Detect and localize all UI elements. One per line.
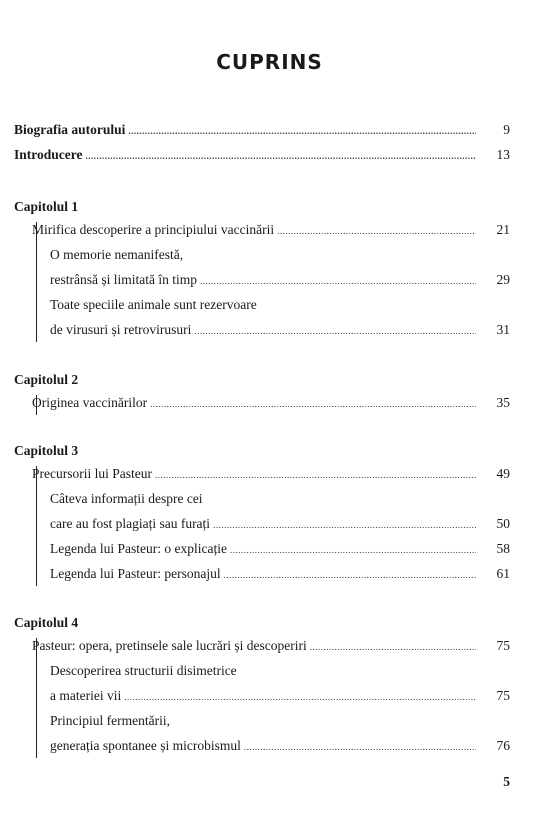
toc-page-number: 13 [496, 147, 510, 162]
chapter-rule-3 [36, 466, 37, 586]
toc-page-number: 35 [496, 395, 510, 410]
toc-entry-biografia[interactable] [14, 122, 479, 139]
chapter-rule-4 [36, 638, 37, 758]
dot-leader [277, 223, 476, 239]
dot-leader [310, 639, 476, 655]
toc-entry-label: Legenda lui Pasteur: personajul [50, 566, 221, 581]
toc-entry-cap2-1[interactable] [32, 395, 479, 412]
dot-leader [244, 739, 476, 755]
folio-page-number: 5 [503, 774, 510, 789]
toc-entry-label: Precursorii lui Pasteur [32, 466, 152, 481]
chapter-heading-1: Capitolul 1 [14, 199, 79, 214]
toc-page-number: 76 [496, 738, 510, 753]
toc-entry-cap4-3[interactable] [50, 738, 479, 755]
toc-entry-cap1-2[interactable] [50, 272, 479, 289]
toc-entry-cap3-2[interactable] [50, 516, 479, 533]
toc-page-number: 58 [496, 541, 510, 556]
toc-entry-cap1-3[interactable] [50, 322, 479, 339]
toc-page-number: 61 [496, 566, 510, 581]
toc-entry-cap1-2-line1: O memorie nemanifestă, [50, 247, 184, 262]
toc-entry-label: Mirifica descoperire a principiului vaccinării [32, 222, 275, 237]
chapter-heading-2: Capitolul 2 [14, 372, 79, 387]
dot-leader [224, 567, 476, 583]
toc-entry-label: restrânsă și limitată în timp [50, 272, 197, 287]
dot-leader [213, 517, 476, 533]
toc-entry-label: Pasteur: opera, pretinsele sale lucrări și descoperiri [32, 638, 307, 653]
toc-page-number: 29 [496, 272, 510, 287]
page-title: CUPRINS [216, 50, 323, 74]
toc-entry-label: Introducere [14, 147, 83, 162]
toc-entry-cap3-4[interactable] [50, 566, 479, 583]
toc-entry-label: care au fost plagiați sau furați [50, 516, 211, 531]
dot-leader [128, 123, 476, 139]
toc-entry-label: Biografia autorului [14, 122, 126, 137]
toc-entry-label: generația spontanee și microbismul [50, 738, 241, 753]
chapter-heading-4: Capitolul 4 [14, 615, 79, 630]
dot-leader [230, 542, 476, 558]
toc-page-number: 75 [496, 638, 510, 653]
toc-entry-cap3-1[interactable] [32, 466, 479, 483]
dot-leader [150, 396, 476, 412]
toc-entry-cap1-1[interactable] [32, 222, 479, 239]
dot-leader [86, 148, 477, 164]
toc-entry-label: Legenda lui Pasteur: o explicație [50, 541, 227, 556]
toc-page-number: 49 [496, 466, 510, 481]
toc-entry-cap1-3-line1: Toate speciile animale sunt rezervoare [50, 297, 257, 312]
dot-leader [194, 323, 476, 339]
toc-page-number: 50 [496, 516, 510, 531]
chapter-rule-1 [36, 222, 37, 342]
dot-leader [155, 467, 476, 483]
toc-entry-label: Originea vaccinărilor [32, 395, 148, 410]
toc-entry-cap4-1[interactable] [32, 638, 479, 655]
chapter-heading-3: Capitolul 3 [14, 443, 79, 458]
toc-page-number: 21 [496, 222, 510, 237]
toc-entry-label: a materiei vii [50, 688, 122, 703]
toc-entry-introducere[interactable] [14, 147, 479, 164]
dot-leader [124, 689, 476, 705]
toc-entry-cap4-2[interactable] [50, 688, 479, 705]
toc-entry-cap3-3[interactable] [50, 541, 479, 558]
toc-entry-cap4-3-line1: Principiul fermentării, [50, 713, 170, 728]
toc-page-number: 31 [496, 322, 510, 337]
dot-leader [200, 273, 476, 289]
toc-page-number: 75 [496, 688, 510, 703]
toc-entry-cap4-2-line1: Descoperirea structurii disimetrice [50, 663, 237, 678]
toc-page-number: 9 [503, 122, 510, 137]
toc-entry-cap3-2-line1: Câteva informații despre cei [50, 491, 203, 506]
toc-entry-label: de virusuri și retrovirusuri [50, 322, 192, 337]
